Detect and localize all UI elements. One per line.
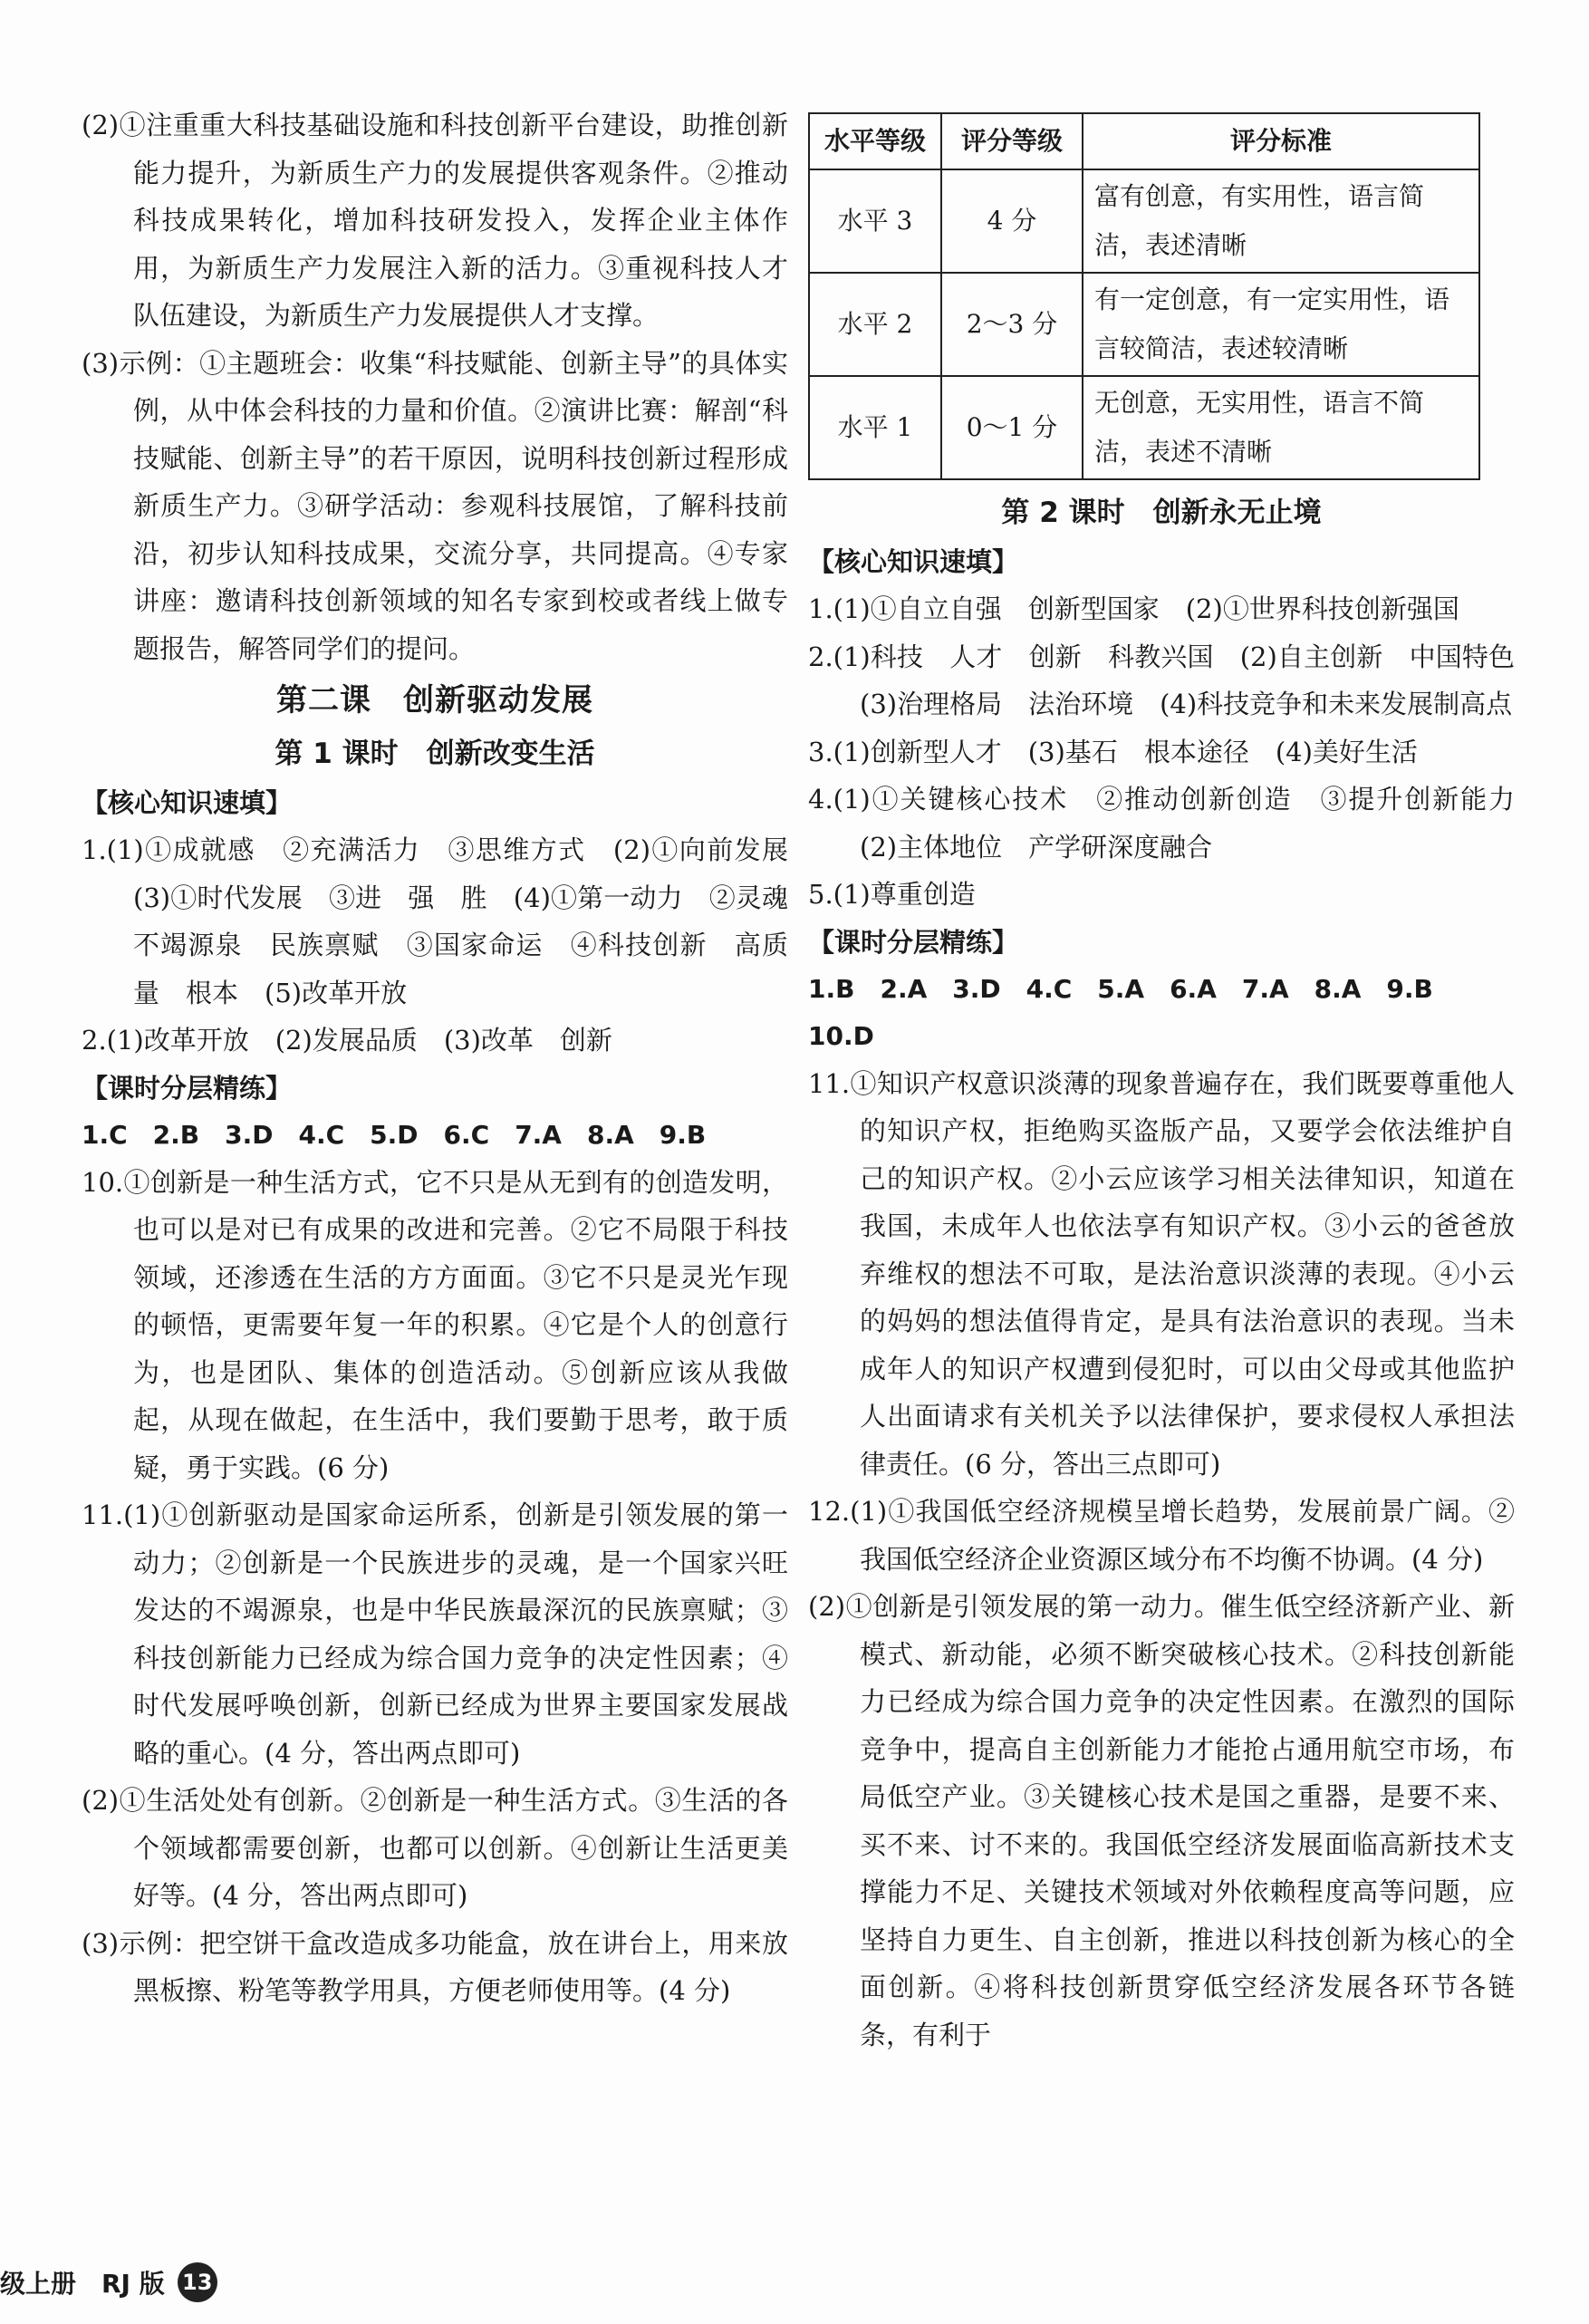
table-cell: 水平 3 (809, 169, 941, 273)
answer-key: 1.B 2.A 3.D 4.C 5.A 6.A 7.A 8.A 9.B (808, 973, 1433, 1004)
table-header: 评分标准 (1083, 113, 1479, 169)
paragraph: 1.(1)①自立自强 创新型国家 (2)①世界科技创新强国 (808, 593, 1459, 624)
answer-key: 1.C 2.B 3.D 4.C 5.D 6.C 7.A 8.A 9.B (82, 1119, 707, 1150)
page-number: 13 (178, 2262, 217, 2302)
paragraph: (3)示例：把空饼干盒改造成多功能盒，放在讲台上，用来放黑板擦、粉笔等教学用具，方便老师使用等。(4 分) (82, 1927, 788, 2006)
table-row (809, 273, 1479, 376)
table-row (809, 169, 1479, 273)
table-cell: 富有创意，有实用性，语言简洁，表述清晰 (1083, 169, 1479, 273)
left-column (82, 101, 815, 2015)
paragraph: 1.(1)①成就感 ②充满活力 ③思维方式 (2)①向前发展 (3)①时代发展 ③进 强 胜 (4)①第一动力 ②灵魂 不竭源泉 民族禀赋 ③国家命运 ④科技创新 高质量 根本 (5)改革开放 (82, 834, 815, 1008)
paragraph: 3.(1)创新型人才 (3)基石 根本途径 (4)美好生活 (808, 736, 1418, 767)
lesson-title: 第二课 创新驱动发展 (276, 682, 593, 718)
table-cell: 无创意，无实用性，语言不简洁，表述不清晰 (1083, 376, 1479, 479)
table-header-row (809, 113, 1479, 169)
table-cell: 2～3 分 (941, 273, 1083, 376)
table-cell: 水平 2 (809, 273, 941, 376)
paragraph: 4.(1)①关键核心技术 ②推动创新创造 ③提升创新能力 (2)主体地位 产学研深度融合 (808, 784, 1542, 863)
table-header: 水平等级 (809, 113, 941, 169)
section-title: 第 2 课时 创新永无止境 (1001, 497, 1322, 529)
paragraph: (2)①生活处处有创新。②创新是一种生活方式。③生活的各个领域都需要创新，也都可以创新。④创新让生活更美好等。(4 分，答出两点即可) (82, 1785, 788, 1911)
paragraph: 10.①创新是一种生活方式，它不只是从无到有的创造发明，也可以是对已有成果的改进和完善。②它不局限于科技领域，还渗透在生活的方方面面。③它不只是灵光乍现的顿悟，更需要年复一年的积累。④它是个人的创意行为，也是团队、集体的创造活动。⑤创新应该从我做起，从现在做起，在生活中，我们要勤于思考，敢于质疑，勇于实践。(6 分) (82, 1166, 788, 1483)
table-cell: 水平 1 (809, 376, 941, 479)
paragraph: 2.(1)改革开放 (2)发展品质 (3)改革 创新 (82, 1025, 612, 1056)
section-heading: 【课时分层精练】 (808, 926, 1019, 958)
section-heading: 【核心知识速填】 (808, 546, 1019, 577)
paragraph: 11.①知识产权意识淡薄的现象普遍存在，我们既要尊重他人的知识产权，拒绝购买盗版产品，又要学会依法维护自己的知识产权。②小云应该学习相关法律知识，知道在我国，未成年人也依法享有知识产权。③小云的爸爸放弃维权的想法不可取，是法治意识淡薄的表现。④小云的妈妈的想法值得肯定，是具有法治意识的表现。当未成年人的知识产权遭到侵犯时，可以由父母或其他监护人出面请求有关机关予以法律保护，要求侵权人承担法律责任。(6 分，答出三点即可) (808, 1067, 1515, 1480)
table-header: 评分等级 (941, 113, 1083, 169)
paragraph: (3)示例：①主题班会：收集“科技赋能、创新主导”的具体实例，从中体会科技的力量和价值。②演讲比赛：解剖“科技赋能、创新主导”的若干原因，说明科技创新过程形成新质生产力。③研学活动：参观科技展馆，了解科技前沿，初步认知科技成果，交流分享，共同提高。④专家讲座：邀请科技创新领域的知名专家到校或者线上做专题报告，解答同学们的提问。 (82, 347, 788, 664)
paragraph: 5.(1)尊重创造 (808, 879, 976, 910)
paragraph: (2)①注重重大科技基础设施和科技创新平台建设，助推创新能力提升，为新质生产力的发展提供客观条件。②推动科技成果转化，增加科技研发投入，发挥企业主体作用，为新质生产力发展注入新的活力。③重视科技人才队伍建设，为新质生产力发展提供人才支撑。 (82, 110, 788, 331)
right-column (808, 101, 1542, 2059)
table-cell: 0～1 分 (941, 376, 1083, 479)
table-cell: 4 分 (941, 169, 1083, 273)
table-row (809, 376, 1479, 479)
scoring-table (808, 112, 1480, 480)
right-text (808, 487, 1542, 2059)
page-footer (0, 2262, 217, 2302)
section-title: 第 1 课时 创新改变生活 (274, 738, 595, 770)
paragraph: 2.(1)科技 人才 创新 科教兴国 (2)自主创新 中国特色 (3)治理格局 法治环境 (4)科技竞争和未来发展制高点 (808, 641, 1542, 719)
section-heading: 【课时分层精练】 (82, 1072, 293, 1104)
paragraph: (2)①创新是引领发展的第一动力。催生低空经济新产业、新模式、新动能，必须不断突破核心技术。②科技创新能力已经成为综合国力竞争的决定性因素。在激烈的国际竞争中，提高自主创新能力才能抢占通用航空市场，布局低空产业。③关键核心技术是国之重器，是要不来、买不来、讨不来的。我国低空经济发展面临高新技术支撑能力不足、关键技术领域对外依赖程度高等问题，应坚持自力更生、自主创新，推进以科技创新为核心的全面创新。④将科技创新贯穿低空经济发展各环节各链条，有利于 (808, 1591, 1515, 2050)
paragraph: 12.(1)①我国低空经济规模呈增长趋势，发展前景广阔。②我国低空经济企业资源区域分布不均衡不协调。(4 分) (808, 1496, 1515, 1575)
footer-edition: 级上册 RJ 版 (0, 2269, 165, 2299)
section-heading: 【核心知识速填】 (82, 787, 293, 818)
paragraph: 11.(1)①创新驱动是国家命运所系，创新是引领发展的第一动力；②创新是一个民族进步的灵魂，是一个国家兴旺发达的不竭源泉，也是中华民族最深沉的民族禀赋；③科技创新能力已经成为综合国力竞争的决定性因素；④时代发展呼唤创新，创新已经成为世界主要国家发展战略的重心。(4 分，答出两点即可) (82, 1500, 788, 1769)
answer-key: 10.D (808, 1020, 874, 1051)
table-cell: 有一定创意，有一定实用性，语言较简洁，表述较清晰 (1083, 273, 1479, 376)
